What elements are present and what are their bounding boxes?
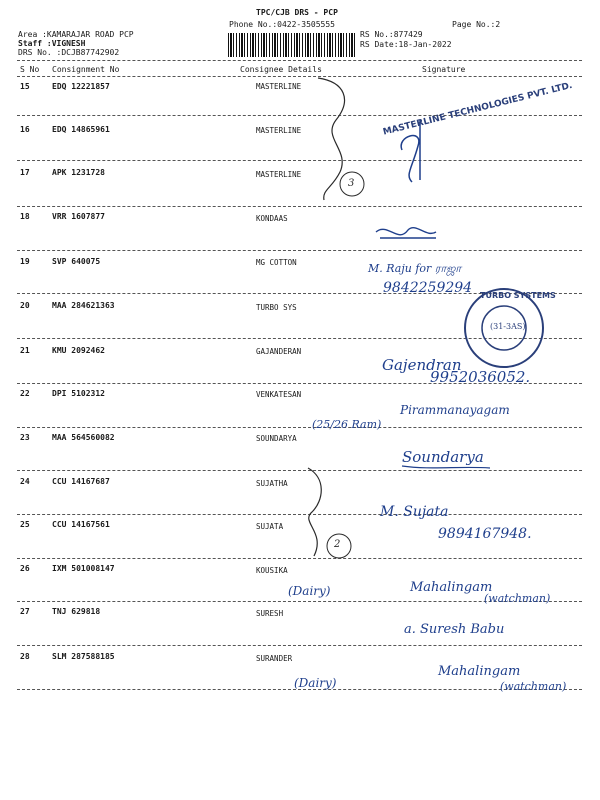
document-title: TPC/CJB DRS - PCP xyxy=(256,8,338,17)
row-consignee: SOUNDARYA xyxy=(256,434,297,443)
row23-signature: Soundarya xyxy=(402,448,484,466)
row-consignee: TURBO SYS xyxy=(256,303,297,312)
row-consignment: VRR 1607877 xyxy=(52,212,105,221)
row-consignment: IXM 501008147 xyxy=(52,564,115,573)
row-consignment: TNJ 629818 xyxy=(52,607,101,616)
row-consignee: SUJATHA xyxy=(256,479,288,488)
phone-number: Phone No.:0422-3505555 xyxy=(229,20,335,29)
row24-signature: M. Sujata xyxy=(380,504,449,520)
row-sno: 21 xyxy=(20,346,30,355)
soundarya-underline xyxy=(402,466,490,468)
row28-dairy: (Dairy) xyxy=(294,676,337,690)
row-consignment: KMU 2092462 xyxy=(52,346,105,355)
col-signature: Signature xyxy=(422,65,466,74)
row24-phone: 9894167948. xyxy=(438,526,532,542)
rs-number: RS No.:877429 xyxy=(360,30,423,39)
brace-rows-24-25 xyxy=(308,468,321,556)
row-sno: 22 xyxy=(20,389,30,398)
row21-phone: 9952036052. xyxy=(430,368,531,386)
row19-signature: M. Raju for ராஜா xyxy=(368,262,462,275)
row-consignment: CCU 14167687 xyxy=(52,477,110,486)
turbo-stamp-center: (31-3AS) xyxy=(490,322,526,331)
row-consignee: GAJANDERAN xyxy=(256,347,302,356)
staff-label: Staff :VIGNESH xyxy=(18,39,86,48)
row26-dairy: (Dairy) xyxy=(288,584,331,598)
row-consignee: MG COTTON xyxy=(256,258,297,267)
row28-signature: Mahalingam xyxy=(438,664,521,679)
row-consignment: MAA 284621363 xyxy=(52,301,115,310)
row-consignment: APK 1231728 xyxy=(52,168,105,177)
row-sno: 26 xyxy=(20,564,30,573)
row-sno: 15 xyxy=(20,82,30,91)
col-consignee: Consignee Details xyxy=(240,65,322,74)
row-consignment: DPI 5102312 xyxy=(52,389,105,398)
row-sno: 16 xyxy=(20,125,30,134)
row-sno: 27 xyxy=(20,607,30,616)
bracket-2-label: 2 xyxy=(334,539,341,550)
row-consignment: CCU 14167561 xyxy=(52,520,110,529)
rs-date: RS Date:18-Jan-2022 xyxy=(360,40,452,49)
row-consignee: MASTERLINE xyxy=(256,126,302,135)
row-sno: 17 xyxy=(20,168,30,177)
row26-signature: Mahalingam xyxy=(410,580,493,595)
kondaas-signature xyxy=(376,228,436,238)
row19-phone: 9842259294 xyxy=(383,280,473,296)
row-sno: 28 xyxy=(20,652,30,661)
row-sno: 20 xyxy=(20,301,30,310)
row-consignment: SLM 287588185 xyxy=(52,652,115,661)
row22-signature: Pirammanayagam xyxy=(400,403,510,417)
row-consignee: SURANDER xyxy=(256,654,293,663)
drs-number: DRS No. :DCJB87742902 xyxy=(18,48,120,57)
row-consignee: SURESH xyxy=(256,609,284,618)
page-number: Page No.:2 xyxy=(452,20,501,29)
row-sno: 25 xyxy=(20,520,30,529)
turbo-stamp-text: TURBO SYSTEMS xyxy=(480,291,556,300)
masterline-stamp: MASTERLINE TECHNOLOGIES PVT. LTD. xyxy=(382,80,574,138)
row28-watchman: (watchman) xyxy=(500,680,567,693)
row-sno: 18 xyxy=(20,212,30,221)
col-consignment: Consignment No xyxy=(52,65,120,74)
row-sno: 19 xyxy=(20,257,30,266)
row-consignment: SVP 640075 xyxy=(52,257,101,266)
bracket-3-label: 3 xyxy=(348,178,355,189)
row-consignment: EDQ 14865961 xyxy=(52,125,110,134)
row-consignee: KOUSIKA xyxy=(256,566,288,575)
row-consignee: SUJATA xyxy=(256,522,284,531)
row-consignee: KONDAAS xyxy=(256,214,288,223)
row-consignee: MASTERLINE xyxy=(256,170,302,179)
row22-date: (25/26 Ram) xyxy=(312,418,382,431)
row-consignment: MAA 564560082 xyxy=(52,433,115,442)
row26-watchman: (watchman) xyxy=(484,592,551,605)
row21-signature: Gajendran xyxy=(382,356,462,374)
row27-signature: a. Suresh Babu xyxy=(404,622,505,637)
row-consignee: MASTERLINE xyxy=(256,82,302,91)
row-sno: 24 xyxy=(20,477,30,486)
row-consignee: VENKATESAN xyxy=(256,390,302,399)
col-sno: S No xyxy=(20,65,40,74)
area-label: Area :KAMARAJAR ROAD PCP xyxy=(18,30,134,39)
row-consignment: EDQ 12221857 xyxy=(52,82,110,91)
row-sno: 23 xyxy=(20,433,30,442)
